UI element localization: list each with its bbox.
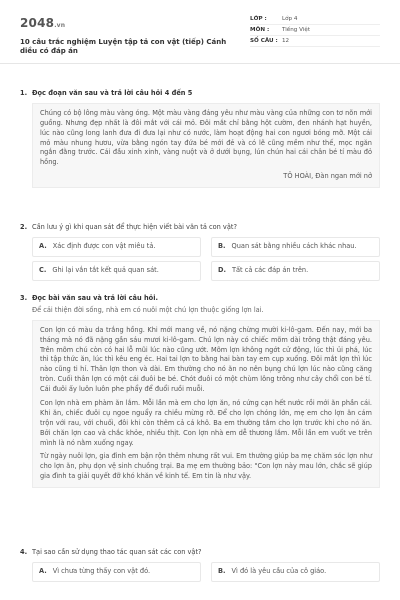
question-subtitle: Để cải thiện đời sống, nhà em có nuôi một chú lợn thuộc giống lợn lai. — [32, 305, 264, 314]
logo-tld: .vn — [54, 22, 66, 29]
answer-option-b[interactable] — [211, 562, 380, 582]
reading-passage — [32, 103, 380, 188]
option-text: Xác định được con vật miêu tả. — [52, 241, 156, 250]
meta-value: 12 — [282, 37, 290, 44]
question-number: 2. — [20, 223, 28, 231]
answer-option-c[interactable] — [32, 261, 201, 281]
meta-key: LỚP : — [250, 15, 267, 22]
option-text: Vì đó là yêu cầu của cô giáo. — [231, 566, 327, 575]
question-title: Đọc bài văn sau và trả lời câu hỏi. — [32, 294, 158, 302]
passage-paragraph: Từ ngày nuôi lợn, gia đình em bận rộn thêm nhưng rất vui. Em thường giúp ba mẹ chăm sóc lợn như cho lợn ăn, phụ dọn vệ sinh chuồng trại. Ba mẹ em thường bảo: "Con lợn này mau lớn, chắc sẽ giúp gia đình ta giải quyết đỡ khó khăn về kinh tế. Em tin là như vậy. — [40, 452, 372, 481]
meta-row-class — [250, 14, 380, 25]
question-number: 3. — [20, 294, 28, 302]
answer-option-d[interactable] — [211, 261, 380, 281]
meta-key: SỐ CÂU : — [250, 37, 278, 44]
passage-text: Chúng có bộ lông màu vàng óng. Một màu vàng đáng yêu như màu vàng của những con tơ nõn mới guồng. Nhưng đẹp nhất là đôi mắt với cái mỏ. Đôi mắt chỉ bằng hột cườm, đen nhánh hạt huyền, lúc nào cũng long lanh đưa đi đưa lại như có nước, làm hoạt động hai con ngươi bóng mỡ. Một cái mỏ màu nhung hươu, vừa bằng ngón tay đứa bé mới đẻ và có lẽ cũng mềm như thế, mọc ngăn ngắn đằng trước. Cái đầu xinh xinh, vàng nuột và ở dưới bụng, lún chún hai cái chân bé tí màu đỏ hồng. — [40, 108, 372, 167]
question-text: Cần lưu ý gì khi quan sát để thực hiện viết bài văn tả con vật? — [32, 223, 237, 231]
logo-text: 2048 — [20, 16, 55, 30]
question-text: Tại sao cần sử dụng thao tác quan sát các con vật? — [32, 548, 202, 556]
meta-value: Lớp 4 — [282, 15, 298, 22]
question-1 — [20, 89, 380, 188]
answer-options — [32, 562, 380, 582]
question-number: 4. — [20, 548, 28, 556]
page-header — [0, 0, 400, 64]
meta-table — [250, 14, 380, 47]
reading-passage — [32, 320, 380, 488]
question-4 — [20, 548, 380, 582]
option-letter: B. — [218, 241, 226, 250]
option-letter: C. — [39, 265, 47, 274]
meta-key: MÔN : — [250, 26, 270, 33]
question-3 — [20, 294, 380, 488]
answer-option-b[interactable] — [211, 237, 380, 257]
option-text: Quan sát bằng nhiều cách khác nhau. — [231, 241, 357, 250]
meta-value: Tiếng Việt — [282, 26, 311, 33]
option-letter: B. — [218, 566, 226, 575]
meta-row-count — [250, 36, 380, 47]
answer-option-a[interactable] — [32, 562, 201, 582]
option-letter: A. — [39, 566, 47, 575]
option-text: Ghi lại vắn tắt kết quả quan sát. — [52, 265, 159, 274]
option-text: Vì chưa từng thấy con vật đó. — [52, 566, 151, 575]
question-title: Đọc đoạn văn sau và trả lời câu hỏi 4 đến 5 — [32, 89, 193, 97]
passage-paragraph: Con lợn nhà em phàm ăn lắm. Mỗi lần mà em cho lợn ăn, nó cứng cạn hết nước rồi mới ăn phần cái. Khi ăn, chiếc đuôi cụ ngoe nguẩy ra chiều mừng rỡ. Để cho lợn chóng lớn, mẹ em cho lợn ăn cám trộn với rau, với chuối, đôi khi còn thêm cả cá khô. Ba em thường tắm cho lợn trước khi cho nó ăn. Bởi chăn lợn cao và chắc khỏe, nhiều thịt. Con lợn nhà em dễ thương lắm. Mỗi lần em vuốt ve trên mình là nó nằm xuống ngay. — [40, 399, 372, 447]
option-letter: D. — [218, 265, 226, 274]
passage-paragraph: Con lợn có màu da trắng hồng. Khi mới mang về, nó nặng chừng mười ki-lô-gam. Đến nay, mới ba tháng mà nó đã nặng gần sáu mươi ki-lô-gam. Chú lợn này có chiếc mõm dài trông thật đáng yêu. Trên mõm chú còn có hai lỗ mũi lúc nào cũng ướt. Mõm lợn không ngớt cử động, lúc thì ủi phá, lúc thì tập thức ăn, lúc thì kêu eng éc. Hai tai lợn to bằng hai bàn tay em cụp xuống. Đôi mắt lợn thì lúc nào cũng ti hí. Thân lợn thon và dài. Em thường cho nó ăn no nên bụng chú lợn lúc nào cũng căng tròn. Cuối thân lợn có một cái đuôi be bé. Chót đuôi có một chùm lông trông như cây chổi con bé tí. Cái đuôi ấy luôn luôn phe phẩy để đuổi ruồi muỗi. — [40, 325, 372, 394]
option-text: Tất cả các đáp án trên. — [231, 265, 309, 274]
passage-signature: TÔ HOÀI, Đàn ngan mới nở — [283, 172, 372, 181]
answer-option-a[interactable] — [32, 237, 201, 257]
option-letter: A. — [39, 241, 47, 250]
document-title: 10 câu trắc nghiệm Luyện tập tả con vật (tiếp) Cánh diều có đáp án — [20, 38, 227, 56]
question-2 — [20, 223, 380, 281]
meta-row-subject — [250, 25, 380, 36]
answer-options — [32, 237, 380, 281]
question-number: 1. — [20, 89, 28, 97]
